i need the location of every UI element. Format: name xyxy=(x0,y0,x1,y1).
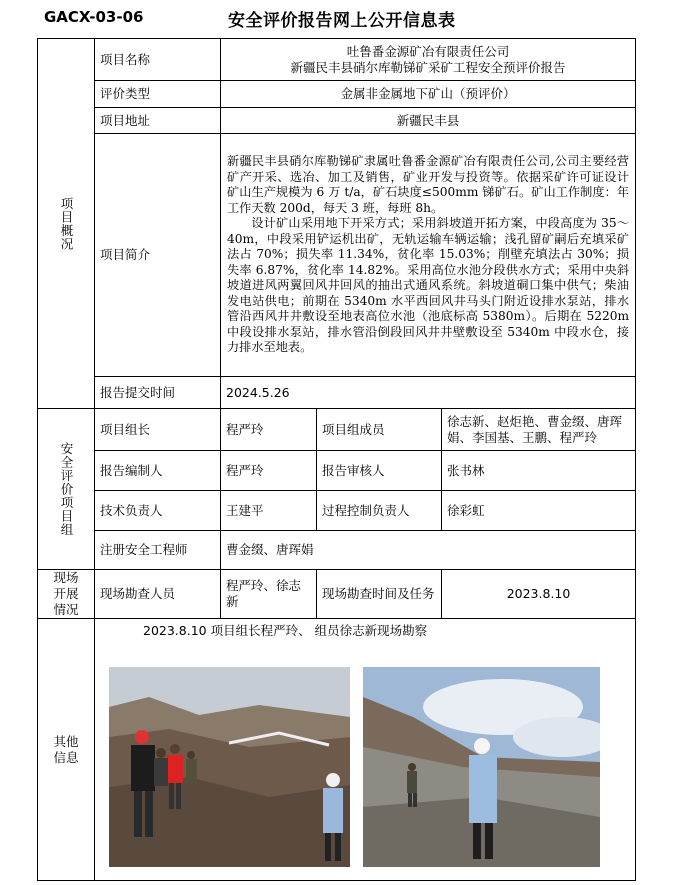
author-value: 程严玲 xyxy=(221,451,317,491)
submit-time-label: 报告提交时间 xyxy=(95,377,221,409)
safety-engineer-value: 曹金缀、唐珲娟 xyxy=(221,531,636,570)
leader-label: 项目组长 xyxy=(95,409,221,451)
project-intro-label: 项目简介 xyxy=(95,134,221,377)
project-intro-paragraph-2: 设计矿山采用地下开采方式；采用斜坡道开拓方案，中段高度为 35～40m，中段采用铲运机出矿，无轨运输车辆运输；浅孔留矿嗣后充填采矿法占 70%；损失率 11.34%，贫化率 15.03%；削壁充填法占 30%；损失率 6.87%，贫化率 14.82%。采用高位水池分段供水方式；采用中央斜坡道进风两翼回风井回风的抽出式通风系统。斜坡道硐口集中供气；柴油发电站供电；前期在 5340m 水平西回风井马头门附近设排水泵站，排水管沿西风井井敷设至地表高位水池（池底标高 5380m）。后期在 5220m 中段设排水泵站，排水管沿倒段回风井井壁敷设至 5340m 中段水仓，接力排水至地表。 xyxy=(227,216,630,355)
members-value: 徐志新、赵炬艳、曹金缀、唐珲娟、李国基、王鹏、程严玲 xyxy=(442,409,636,451)
site-photo-1 xyxy=(109,667,350,867)
site-photo-2 xyxy=(363,667,600,867)
reviewer-value: 张书林 xyxy=(442,451,636,491)
eval-type-value: 金属非金属地下矿山（预评价） xyxy=(221,81,636,108)
other-section-label: 其他信息 xyxy=(38,619,95,881)
submit-time-value: 2024.5.26 xyxy=(221,377,636,409)
site-time-label: 现场勘查时间及任务 xyxy=(317,570,442,619)
overview-section-label: 项目概况 xyxy=(38,39,95,409)
reviewer-label: 报告审核人 xyxy=(317,451,442,491)
eval-type-label: 评价类型 xyxy=(95,81,221,108)
project-name-label: 项目名称 xyxy=(95,39,221,81)
leader-value: 程严玲 xyxy=(221,409,317,451)
document-code: GACX-03-06 xyxy=(44,8,144,26)
info-table xyxy=(37,38,636,881)
photo-caption: 2023.8.10 项目组长程严玲、 组员徐志新现场勘察 xyxy=(143,623,428,638)
site-people-label: 现场勘查人员 xyxy=(95,570,221,619)
document-title: 安全评价报告网上公开信息表 xyxy=(228,11,456,31)
photos-cell xyxy=(95,619,636,881)
tech-lead-label: 技术负责人 xyxy=(95,491,221,531)
project-intro-value xyxy=(221,134,636,377)
project-address-label: 项目地址 xyxy=(95,108,221,134)
site-section-label: 现场开展情况 xyxy=(38,570,95,619)
project-name-line2: 新疆民丰县硝尔库勒锑矿采矿工程安全预评价报告 xyxy=(290,59,566,75)
site-time-value: 2023.8.10 xyxy=(442,570,636,619)
site-people-value: 程严玲、徐志新 xyxy=(221,570,317,619)
project-intro-paragraph-1: 新疆民丰县硝尔库勒锑矿隶属吐鲁番金源矿冶有限责任公司,公司主要经营矿产开采、选冶、加工及销售，矿业开发与投资等。依据采矿许可证设计矿山生产规模为 6 万 t/a，矿石块度≤500mm 锑矿石。矿山工作制度：年工作天数 200d，每天 3 班，每班 8h。 xyxy=(227,154,630,215)
project-address-value: 新疆民丰县 xyxy=(221,108,636,134)
members-label: 项目组成员 xyxy=(317,409,442,451)
tech-lead-value: 王建平 xyxy=(221,491,317,531)
process-control-label: 过程控制负责人 xyxy=(317,491,442,531)
safety-engineer-label: 注册安全工程师 xyxy=(95,531,221,570)
author-label: 报告编制人 xyxy=(95,451,221,491)
team-section-label: 安全评价项目组 xyxy=(38,409,95,570)
process-control-value: 徐彩虹 xyxy=(442,491,636,531)
project-name-value xyxy=(221,39,636,81)
project-name-line1: 吐鲁番金源矿冶有限责任公司 xyxy=(346,43,510,59)
